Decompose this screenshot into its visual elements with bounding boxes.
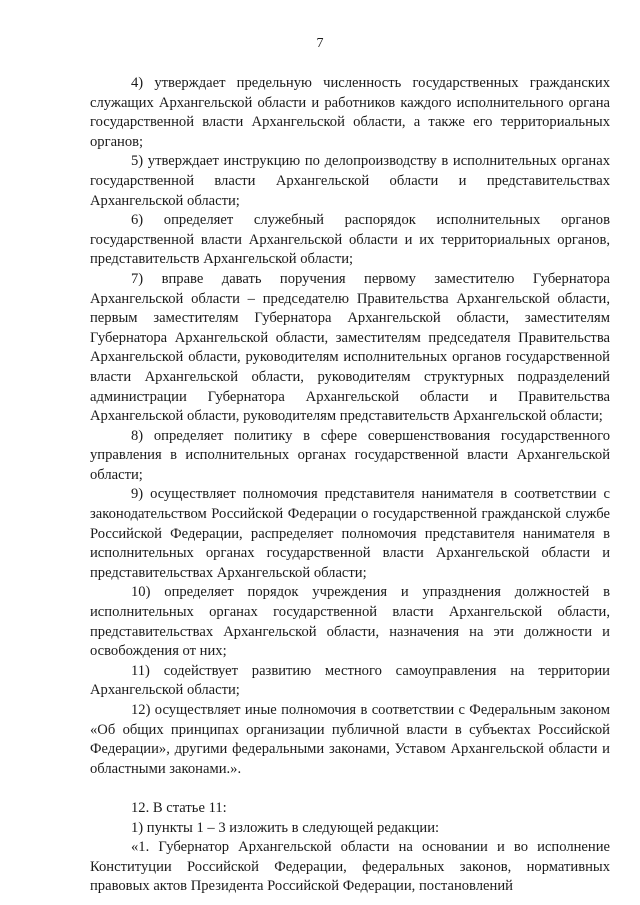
paragraph-item-6: 6) определяет служебный распорядок исполнительных органов государственной власти Архангельской области и их территориальных органов, представительств Архангельской области; bbox=[90, 212, 610, 268]
page-number: 7 bbox=[316, 36, 324, 51]
paragraph-item-7: 7) вправе давать поручения первому заместителю Губернатора Архангельской области – председателю Правительства Архангельской области, первым заместителям Губернатора Архангельской области, заместителям Губернатора Архангельской области, заместителям председателя Правительства Архангельской области, руководителям исполнительных органов государственной власти Архангельской области, руководителям структурных подразделений администрации Губернатора Архангельской области и Правительства Архангельской области, руководителям представительств Архангельской области; bbox=[90, 270, 610, 425]
amendment-text: «1. Губернатор Архангельской области на основании и во исполнение Конституции Российской Федерации, федеральных законов, нормативных правовых актов Президента Российской Федерации, постановлений bbox=[90, 839, 610, 895]
paragraph-item-4: 4) утверждает предельную численность государственных гражданских служащих Архангельской области и работников каждого исполнительного органа государственной власти Архангельской области, а также его территориальных органов; bbox=[90, 75, 610, 150]
amendment-instruction: 1) пункты 1 – 3 изложить в следующей редакции: bbox=[131, 819, 440, 836]
paragraph-item-8: 8) определяет политику в сфере совершенствования государственного управления в исполнительных органах государственной власти Архангельской области; bbox=[90, 427, 610, 483]
paragraph-item-11: 11) содействует развитию местного самоуправления на территории Архангельской области; bbox=[90, 662, 610, 699]
article-11-heading: 12. В статье 11: bbox=[131, 799, 227, 816]
paragraph-item-10: 10) определяет порядок учреждения и упразднения должностей в исполнительных органах государственной власти Архангельской области, представительствах Архангельской области, назначения на эти должности и освобождения от них; bbox=[90, 584, 610, 660]
paragraph-item-5: 5) утверждает инструкцию по делопроизводству в исполнительных органах государственной власти Архангельской области и представительствах Архангельской области; bbox=[90, 153, 610, 209]
paragraph-item-12: 12) осуществляет иные полномочия в соответствии с Федеральным законом «Об общих принципах организации публичной власти в субъектах Российской Федерации», другими федеральными законами, Уставом Архангельской области и областными законами.». bbox=[90, 702, 610, 777]
paragraph-item-9: 9) осуществляет полномочия представителя нанимателя в соответствии с законодательством Российской Федерации о государственной гражданской службе Российской Федерации, распределяет полномочия представителя нанимателя в исполнительных органах государственной власти Архангельской области и представительствах Архангельской области; bbox=[90, 486, 610, 581]
document-body bbox=[90, 74, 610, 897]
